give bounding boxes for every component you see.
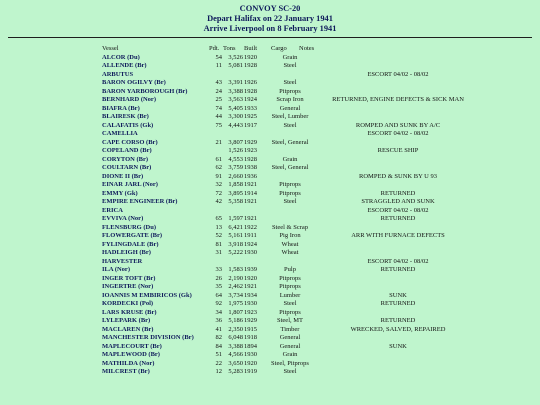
cell-tons: 5,405 — [228, 104, 243, 112]
cell-tons: 5,186 — [228, 317, 243, 324]
cell-vessel: LYLEPARK (Br) — [102, 317, 151, 324]
cell-cargo: Steel, MT — [277, 317, 303, 324]
cell-tons: 1,597 — [228, 215, 243, 222]
cell-cargo: Pitprops — [279, 189, 301, 197]
cell-pdt: 36 — [215, 317, 222, 324]
cell-vessel: FLOWERGATE (Br) — [102, 232, 163, 239]
table-row — [0, 96, 540, 105]
cell-pdt: 13 — [215, 223, 222, 231]
table-row — [0, 343, 540, 352]
convoy-table — [0, 45, 540, 377]
cell-built: 1934 — [244, 291, 257, 299]
cell-vessel: ALLENDE (Br) — [102, 62, 147, 69]
cell-vessel: MAPLECOURT (Br) — [102, 342, 162, 350]
cell-tons: 6,048 — [228, 334, 243, 341]
column-header-tons: Tons — [223, 45, 236, 52]
table-row — [0, 88, 540, 97]
cell-cargo: Steel, General — [271, 164, 309, 171]
cell-cargo: Steel — [283, 121, 297, 129]
cell-built: 1911 — [244, 232, 257, 239]
cell-pdt: 82 — [215, 334, 222, 341]
cell-built: 1921 — [244, 215, 257, 222]
cell-cargo: Wheat — [281, 249, 299, 256]
cell-notes: SUNK — [389, 291, 407, 299]
cell-pdt: 22 — [215, 359, 222, 367]
cell-cargo: Steel — [283, 62, 297, 69]
cell-pdt: 75 — [215, 121, 222, 129]
cell-built: 1922 — [244, 223, 257, 231]
arrive-line: Arrive Liverpool on 8 February 1941 — [203, 24, 337, 33]
cell-cargo: Timber — [280, 325, 300, 333]
cell-vessel: BERNHARD (Nor) — [102, 96, 156, 103]
cell-vessel: FLENSBURG (Du) — [102, 223, 156, 231]
cell-built: 1894 — [244, 342, 257, 350]
cell-cargo: Pitprops — [279, 274, 301, 282]
cell-notes: RETURNED — [380, 215, 416, 222]
table-row — [0, 113, 540, 122]
column-header-pdt: Pdt. — [209, 45, 220, 52]
cell-notes: WRECKED, SALVED, REPAIRED — [350, 325, 446, 333]
cell-vessel: EVVIVA (Nor) — [102, 215, 144, 222]
cell-vessel: EMMY (Gk) — [102, 189, 138, 197]
cell-cargo: General — [279, 342, 301, 350]
cell-cargo: Steel — [283, 198, 297, 205]
cell-built: 1923 — [244, 147, 257, 154]
cell-built: 1920 — [244, 359, 257, 367]
cell-vessel: BARON OGILVY (Br) — [102, 79, 166, 86]
cell-tons: 3,300 — [228, 113, 243, 120]
table-row — [0, 207, 540, 216]
table-row — [0, 334, 540, 343]
cell-pdt: 44 — [215, 113, 222, 120]
cell-notes: RETURNED — [380, 300, 416, 307]
cell-vessel: COPELAND (Br) — [102, 147, 152, 154]
convoy-header — [0, 0, 540, 34]
cell-tons: 4,566 — [228, 351, 243, 358]
cell-notes: ROMPED AND SUNK BY A/C — [355, 121, 441, 129]
cell-vessel: INGERTRE (Nor) — [102, 283, 154, 290]
cell-tons: 3,759 — [228, 164, 243, 171]
table-row — [0, 164, 540, 173]
cell-pdt: 52 — [215, 232, 222, 239]
cell-built: 1929 — [244, 138, 257, 146]
cell-cargo: Pitprops — [279, 283, 301, 290]
cell-built: 1925 — [244, 113, 257, 120]
cell-tons: 1,858 — [228, 181, 243, 188]
cell-tons: 2,660 — [228, 172, 243, 180]
cell-pdt: 26 — [215, 274, 222, 282]
table-row — [0, 266, 540, 275]
cell-built: 1919 — [244, 368, 257, 375]
cell-vessel: CALAFATIS (Gk) — [102, 121, 154, 129]
cell-tons: 1,975 — [228, 300, 243, 307]
header-divider — [8, 37, 532, 38]
cell-vessel: MILCREST (Br) — [102, 368, 150, 375]
cell-cargo: Pulp — [284, 266, 296, 273]
cell-cargo: Steel, Pitprops — [271, 359, 309, 367]
cell-built: 1929 — [244, 317, 257, 324]
cell-built: 1921 — [244, 198, 257, 205]
cell-vessel: MACLAREN (Br) — [102, 325, 154, 333]
cell-pdt: 11 — [215, 62, 222, 69]
table-row — [0, 368, 540, 377]
cell-pdt: 72 — [215, 189, 222, 197]
cell-pdt: 32 — [215, 181, 222, 188]
cell-pdt: 65 — [215, 215, 222, 222]
cell-cargo: Steel — [283, 368, 297, 375]
cell-cargo: Steel — [283, 79, 297, 86]
cell-built: 1930 — [244, 300, 257, 307]
cell-cargo: Steel, General — [271, 138, 309, 146]
cell-built: 1928 — [244, 155, 257, 163]
cell-vessel: ERICA — [102, 206, 123, 214]
cell-pdt: 24 — [215, 87, 222, 95]
cell-cargo: Steel — [283, 300, 297, 307]
cell-tons: 5,081 — [228, 62, 243, 69]
cell-built: 1914 — [244, 189, 257, 197]
cell-built: 1923 — [244, 308, 257, 316]
table-row — [0, 232, 540, 241]
cell-built: 1924 — [244, 96, 257, 103]
cell-built: 1918 — [244, 334, 257, 341]
cell-tons: 3,807 — [228, 138, 243, 146]
cell-built: 1924 — [244, 240, 257, 248]
table-row — [0, 139, 540, 148]
table-row — [0, 54, 540, 63]
cell-built: 1926 — [244, 79, 257, 86]
table-row — [0, 258, 540, 267]
cell-cargo: Grain — [282, 53, 298, 61]
cell-built: 1928 — [244, 87, 257, 95]
cell-cargo: Pitprops — [279, 87, 301, 95]
column-header-built: Built — [244, 45, 258, 52]
cell-tons: 5,222 — [228, 249, 243, 256]
table-row — [0, 105, 540, 114]
cell-notes: RETURNED — [380, 189, 416, 197]
cell-vessel: BLAIRESK (Br) — [102, 113, 149, 120]
table-row — [0, 190, 540, 199]
cell-notes: STRAGGLED AND SUNK — [361, 198, 435, 205]
cell-notes: RESCUE SHIP — [377, 147, 419, 154]
cell-built: 1921 — [244, 181, 257, 188]
cell-cargo: Steel & Scrap — [271, 223, 309, 231]
cell-tons: 1,526 — [228, 147, 243, 154]
cell-vessel: BARON YARBOROUGH (Br) — [102, 87, 188, 95]
column-header-row — [0, 45, 540, 54]
cell-cargo: Pig Iron — [279, 232, 301, 239]
cell-tons: 3,388 — [228, 87, 243, 95]
cell-vessel: MAPLEWOOD (Br) — [102, 351, 160, 358]
cell-cargo: Scrap Iron — [276, 96, 304, 103]
table-row — [0, 130, 540, 139]
table-row — [0, 283, 540, 292]
cell-vessel: ALCOR (Du) — [102, 53, 140, 61]
cell-tons: 5,358 — [228, 198, 243, 205]
cell-vessel: CAPE CORSO (Br) — [102, 138, 158, 146]
cell-built: 1938 — [244, 164, 257, 171]
cell-tons: 1,583 — [228, 266, 243, 273]
convoy-title: CONVOY SC-20 — [239, 4, 301, 13]
table-row — [0, 360, 540, 369]
cell-pdt: 62 — [215, 164, 222, 171]
cell-tons: 3,734 — [228, 291, 243, 299]
cell-notes: RETURNED — [380, 266, 416, 273]
cell-pdt: 41 — [215, 325, 222, 333]
cell-pdt: 25 — [215, 96, 222, 103]
cell-pdt: 92 — [215, 300, 222, 307]
cell-tons: 3,650 — [228, 359, 243, 367]
table-row — [0, 71, 540, 80]
table-row — [0, 309, 540, 318]
cell-tons: 5,283 — [228, 368, 243, 375]
cell-tons: 1,807 — [228, 308, 243, 316]
cell-vessel: MANCHESTER DIVISION (Br) — [102, 334, 194, 341]
cell-notes: RETURNED, ENGINE DEFECTS & SICK MAN — [332, 96, 464, 103]
table-row — [0, 249, 540, 258]
cell-cargo: General — [279, 104, 301, 112]
cell-notes: ROMPED & SUNK BY U 93 — [359, 172, 437, 180]
cell-vessel: CORYTON (Br) — [102, 155, 149, 163]
cell-vessel: ILA (Nor) — [102, 266, 130, 273]
cell-tons: 2,350 — [228, 325, 243, 333]
cell-tons: 3,563 — [228, 96, 243, 103]
cell-tons: 3,391 — [228, 79, 243, 86]
cell-built: 1921 — [244, 283, 257, 290]
table-row — [0, 317, 540, 326]
cell-notes: SUNK — [389, 342, 407, 350]
cell-built: 1917 — [244, 121, 257, 129]
depart-line: Depart Halifax on 22 January 1941 — [207, 14, 333, 23]
cell-vessel: COULTARN (Br) — [102, 164, 152, 171]
cell-built: 1928 — [244, 62, 257, 69]
cell-vessel: FYLINGDALE (Br) — [102, 240, 159, 248]
cell-cargo: General — [279, 334, 301, 341]
cell-cargo: Grain — [282, 351, 298, 358]
table-row — [0, 122, 540, 131]
cell-pdt: 12 — [215, 368, 222, 375]
cell-pdt: 84 — [215, 342, 222, 350]
cell-pdt: 54 — [215, 53, 222, 61]
cell-pdt: 61 — [215, 155, 222, 163]
cell-tons: 4,443 — [228, 121, 243, 129]
table-row — [0, 79, 540, 88]
cell-built: 1920 — [244, 53, 257, 61]
cell-notes: ESCORT 04/02 - 08/02 — [367, 257, 429, 265]
cell-notes: ARR WITH FURNACE DEFECTS — [351, 232, 445, 239]
cell-notes: ESCORT 04/02 - 08/02 — [367, 70, 429, 78]
cell-notes: ESCORT 04/02 - 08/02 — [367, 206, 429, 214]
table-row — [0, 62, 540, 71]
cell-pdt: 42 — [215, 198, 222, 205]
cell-tons: 3,895 — [228, 189, 243, 197]
table-row — [0, 292, 540, 301]
cell-cargo: Pitprops — [279, 308, 301, 316]
cell-built: 1939 — [244, 266, 257, 273]
table-row — [0, 275, 540, 284]
cell-vessel: EINAR JARL (Nor) — [102, 181, 158, 188]
cell-pdt: 51 — [215, 351, 222, 358]
cell-pdt: 35 — [215, 283, 222, 290]
table-row — [0, 147, 540, 156]
cell-built: 1920 — [244, 274, 257, 282]
cell-vessel: ARBUTUS — [102, 70, 134, 78]
cell-built: 1930 — [244, 249, 257, 256]
table-row — [0, 173, 540, 182]
cell-vessel: IOANNIS M EMBIRICOS (Gk) — [102, 291, 192, 299]
table-row — [0, 300, 540, 309]
cell-cargo: Pitprops — [279, 181, 301, 188]
cell-built: 1933 — [244, 104, 257, 112]
cell-cargo: Steel, Lumber — [271, 113, 309, 120]
cell-pdt: 21 — [215, 138, 222, 146]
table-row — [0, 215, 540, 224]
cell-vessel: HADLEIGH (Br) — [102, 249, 151, 256]
cell-pdt: 33 — [215, 266, 222, 273]
cell-vessel: DIONE II (Br) — [102, 172, 144, 180]
cell-notes: RETURNED — [380, 317, 416, 324]
cell-vessel: CAMELLIA — [102, 130, 138, 137]
cell-pdt: 81 — [215, 240, 222, 248]
cell-cargo: Lumber — [279, 291, 301, 299]
cell-tons: 3,918 — [228, 240, 243, 248]
cell-vessel: EMPIRE ENGINEER (Br) — [102, 198, 178, 205]
cell-notes: ESCORT 04/02 - 08/02 — [367, 130, 429, 137]
cell-pdt: 31 — [215, 249, 222, 256]
column-header-cargo: Cargo — [271, 45, 287, 52]
cell-pdt: 43 — [215, 79, 222, 86]
cell-built: 1936 — [244, 172, 257, 180]
table-row — [0, 156, 540, 165]
cell-pdt: 64 — [215, 291, 222, 299]
column-header-notes: Notes — [299, 45, 315, 52]
cell-vessel: KORDECKI (Pol) — [102, 300, 154, 307]
cell-vessel: INGER TOFT (Br) — [102, 274, 156, 282]
cell-tons: 6,421 — [228, 223, 243, 231]
cell-vessel: LARS KRUSE (Br) — [102, 308, 157, 316]
column-header-vessel: Vessel — [102, 45, 119, 52]
table-row — [0, 241, 540, 250]
cell-pdt: 74 — [215, 104, 222, 112]
cell-vessel: HARVESTER — [102, 257, 143, 265]
table-row — [0, 181, 540, 190]
cell-vessel: MATHILDA (Nor) — [102, 359, 155, 367]
cell-tons: 3,388 — [228, 342, 243, 350]
cell-tons: 5,161 — [228, 232, 243, 239]
cell-cargo: Grain — [282, 155, 298, 163]
cell-tons: 4,553 — [228, 155, 243, 163]
cell-pdt: 91 — [215, 172, 222, 180]
cell-built: 1930 — [244, 351, 257, 358]
table-row — [0, 224, 540, 233]
cell-pdt: 34 — [215, 308, 222, 316]
table-row — [0, 351, 540, 360]
cell-vessel: BIAFRA (Br) — [102, 104, 140, 112]
cell-tons: 2,190 — [228, 274, 243, 282]
cell-built: 1915 — [244, 325, 257, 333]
cell-tons: 2,462 — [228, 283, 243, 290]
table-row — [0, 326, 540, 335]
table-row — [0, 198, 540, 207]
cell-tons: 3,526 — [228, 53, 243, 61]
cell-cargo: Wheat — [281, 240, 299, 248]
